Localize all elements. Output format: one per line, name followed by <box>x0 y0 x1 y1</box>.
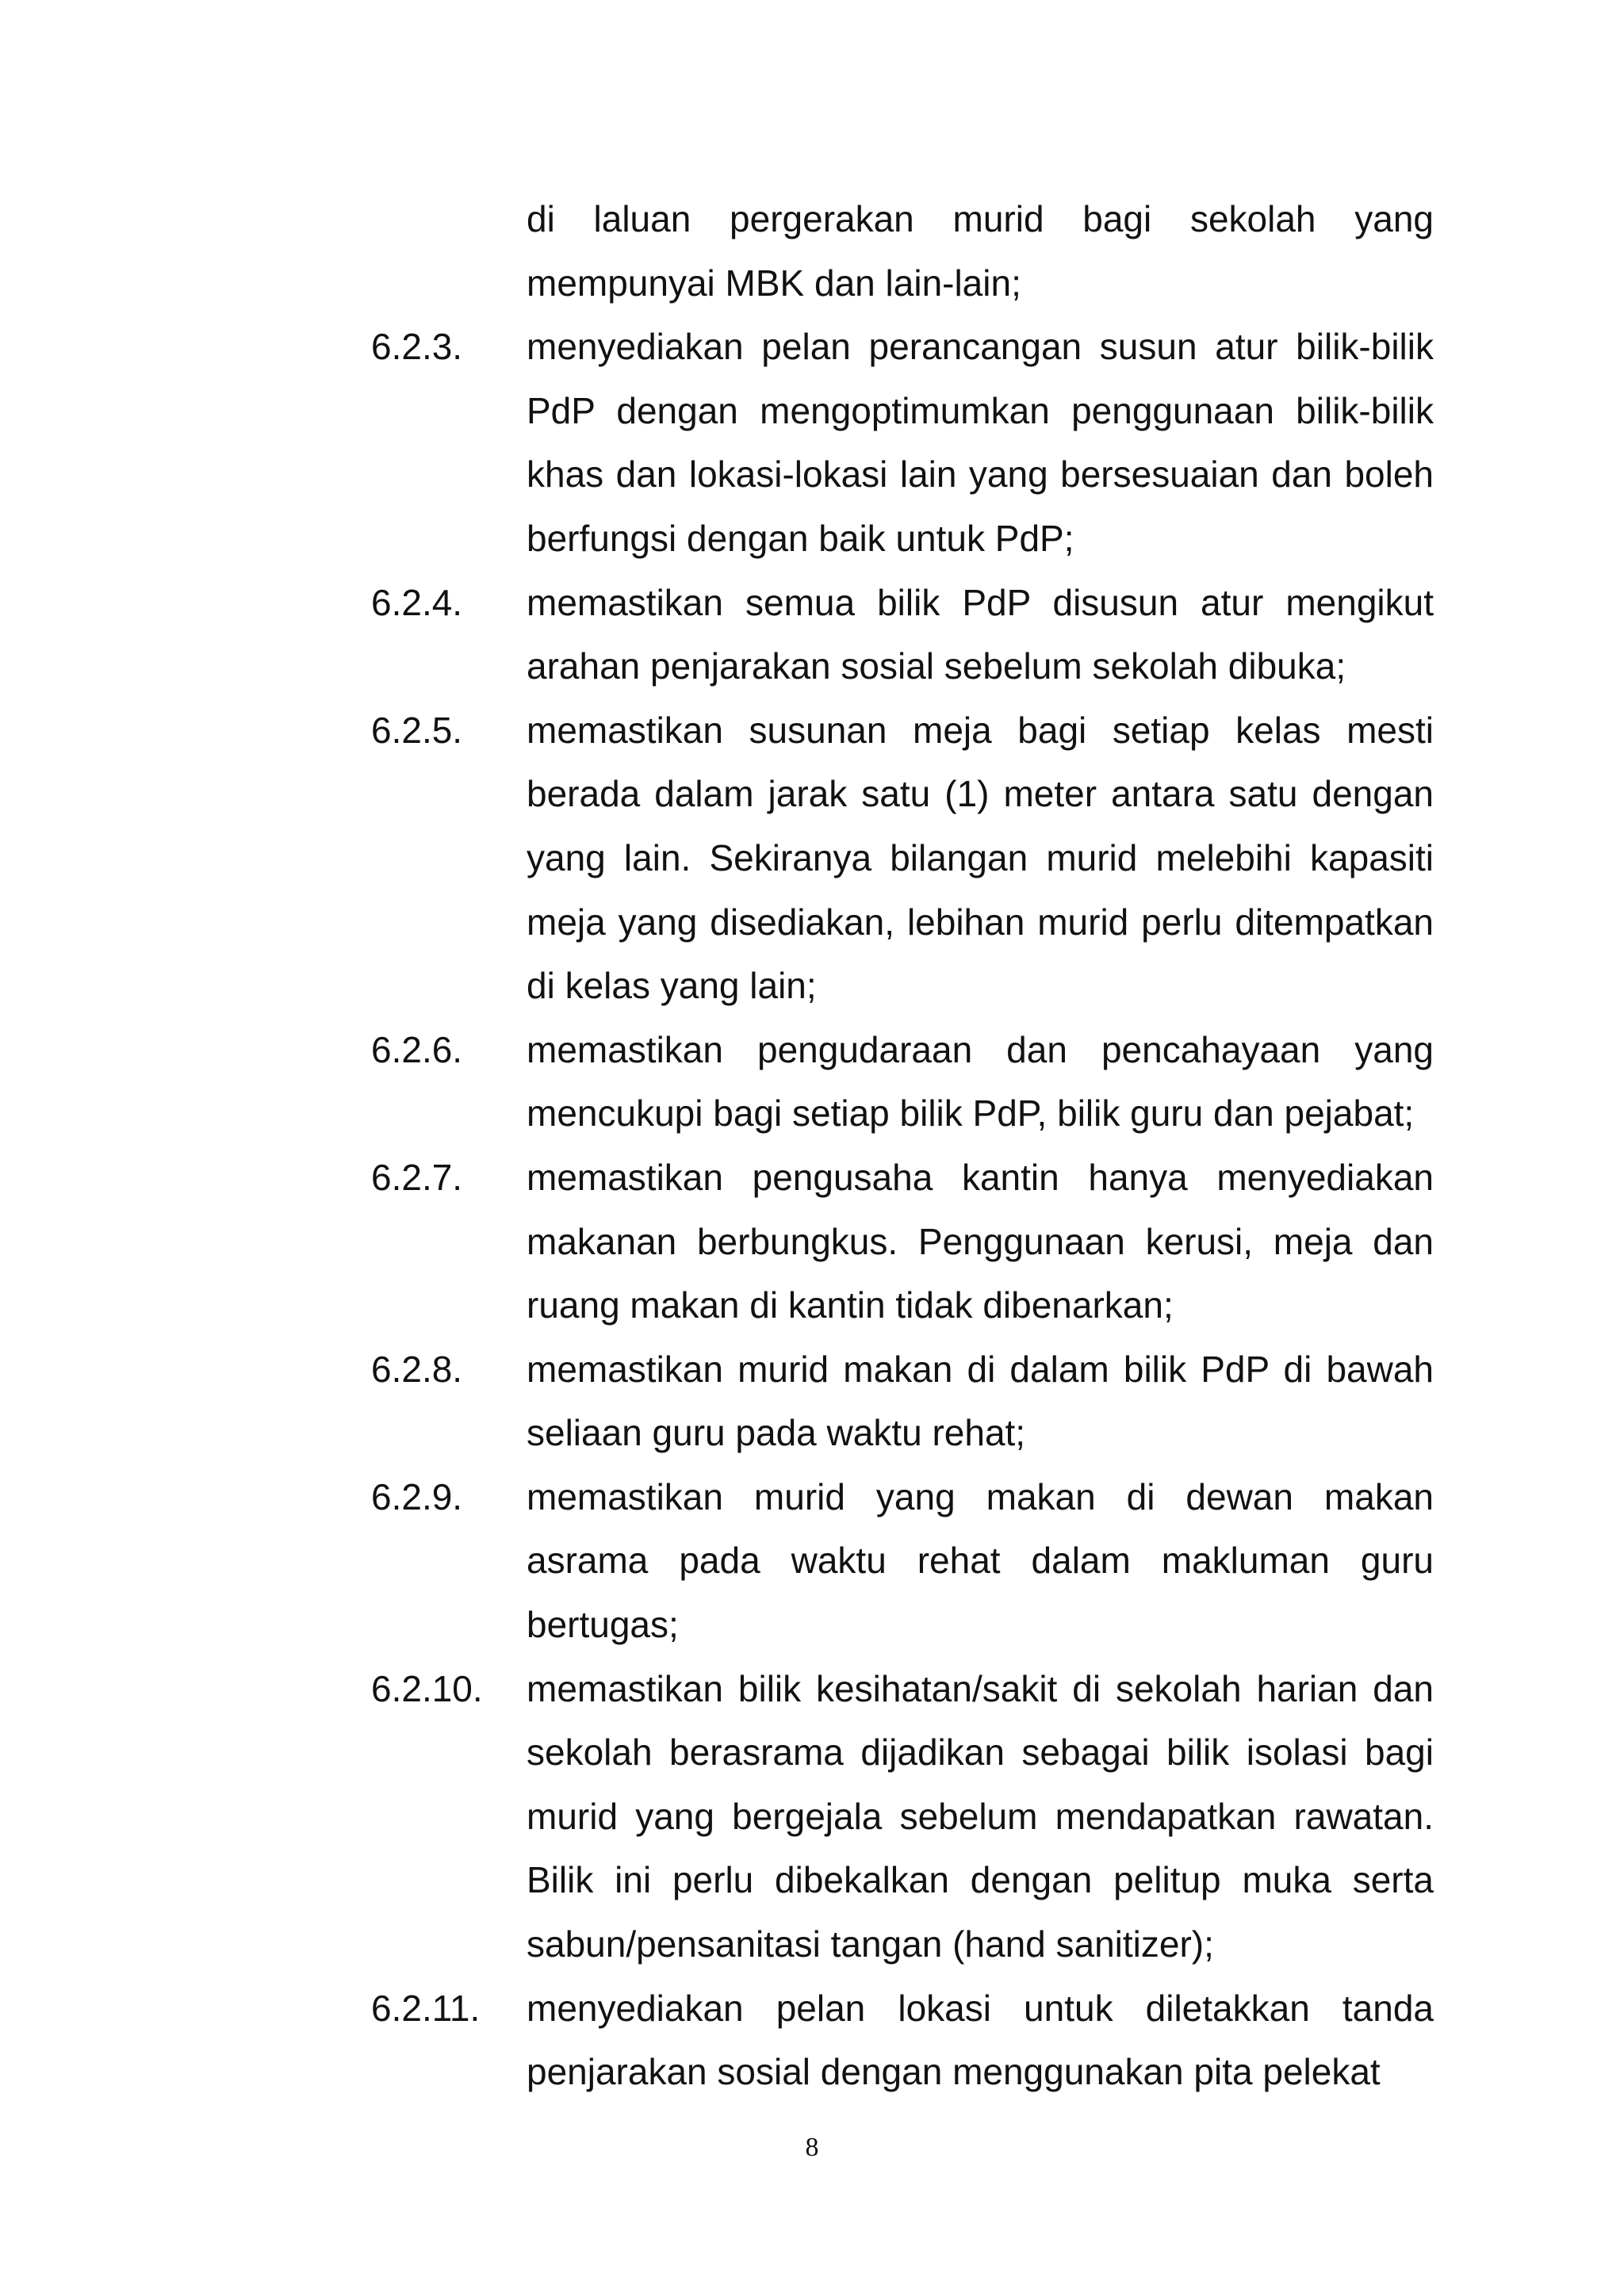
item-text: memastikan bilik kesihatan/sakit di sekolah harian dan sekolah berasrama dijadikan sebagai bilik isolasi bagi murid yang bergejala sebelum mendapatkan rawatan. Bilik ini perlu dibekalkan dengan pelitup muka serta sabun/pensanitasi tangan (hand sanitizer); <box>527 1667 1434 1965</box>
item-number: 6.2.6. <box>371 1028 463 1070</box>
page-number: 8 <box>805 2133 819 2162</box>
item-text: memastikan murid yang makan di dewan makan asrama pada waktu rehat dalam makluman guru bertugas; <box>527 1475 1434 1646</box>
list-item-6-2-8 <box>371 1337 1434 1465</box>
list-item-6-2-5 <box>371 698 1434 1018</box>
item-text: memastikan susunan meja bagi setiap kelas mesti berada dalam jarak satu (1) meter antara satu dengan yang lain. Sekiranya bilangan murid melebihi kapasiti meja yang disediakan, lebihan murid perlu ditempatkan di kelas yang lain; <box>527 709 1434 1007</box>
item-number: 6.2.10. <box>371 1667 483 1709</box>
item-text: memastikan pengudaraan dan pencahayaan yang mencukupi bagi setiap bilik PdP, bilik guru dan pejabat; <box>527 1028 1434 1135</box>
document-body <box>371 187 1434 2104</box>
list-item-6-2-3 <box>371 315 1434 570</box>
list-item-6-2-7 <box>371 1146 1434 1337</box>
item-text: menyediakan pelan lokasi untuk diletakkan tanda penjarakan sosial dengan menggunakan pita pelekat <box>527 1987 1434 2093</box>
list-item-6-2-9 <box>371 1465 1434 1657</box>
item-text: memastikan semua bilik PdP disusun atur mengikut arahan penjarakan sosial sebelum sekolah dibuka; <box>527 581 1434 687</box>
list-item-6-2-4 <box>371 571 1434 698</box>
list-item-6-2-11 <box>371 1976 1434 2104</box>
item-number: 6.2.8. <box>371 1348 463 1390</box>
item-number: 6.2.7. <box>371 1156 463 1198</box>
list-item-6-2-6 <box>371 1018 1434 1146</box>
item-number: 6.2.3. <box>371 326 463 368</box>
item-number: 6.2.5. <box>371 709 463 751</box>
item-text: di laluan pergerakan murid bagi sekolah yang mempunyai MBK dan lain-lain; <box>527 198 1434 304</box>
list-item-continuation <box>371 187 1434 315</box>
item-number: 6.2.11. <box>371 1987 481 2029</box>
item-text: memastikan pengusaha kantin hanya menyediakan makanan berbungkus. Penggunaan kerusi, meja dan ruang makan di kantin tidak dibenarkan; <box>527 1156 1434 1326</box>
item-number: 6.2.4. <box>371 581 463 623</box>
list-item-6-2-10 <box>371 1657 1434 1976</box>
item-number: 6.2.9. <box>371 1475 463 1517</box>
item-text: memastikan murid makan di dalam bilik PdP di bawah seliaan guru pada waktu rehat; <box>527 1348 1434 1454</box>
item-text: menyediakan pelan perancangan susun atur bilik-bilik PdP dengan mengoptimumkan penggunaan bilik-bilik khas dan lokasi-lokasi lain yang bersesuaian dan boleh berfungsi dengan baik untuk PdP; <box>527 326 1434 559</box>
